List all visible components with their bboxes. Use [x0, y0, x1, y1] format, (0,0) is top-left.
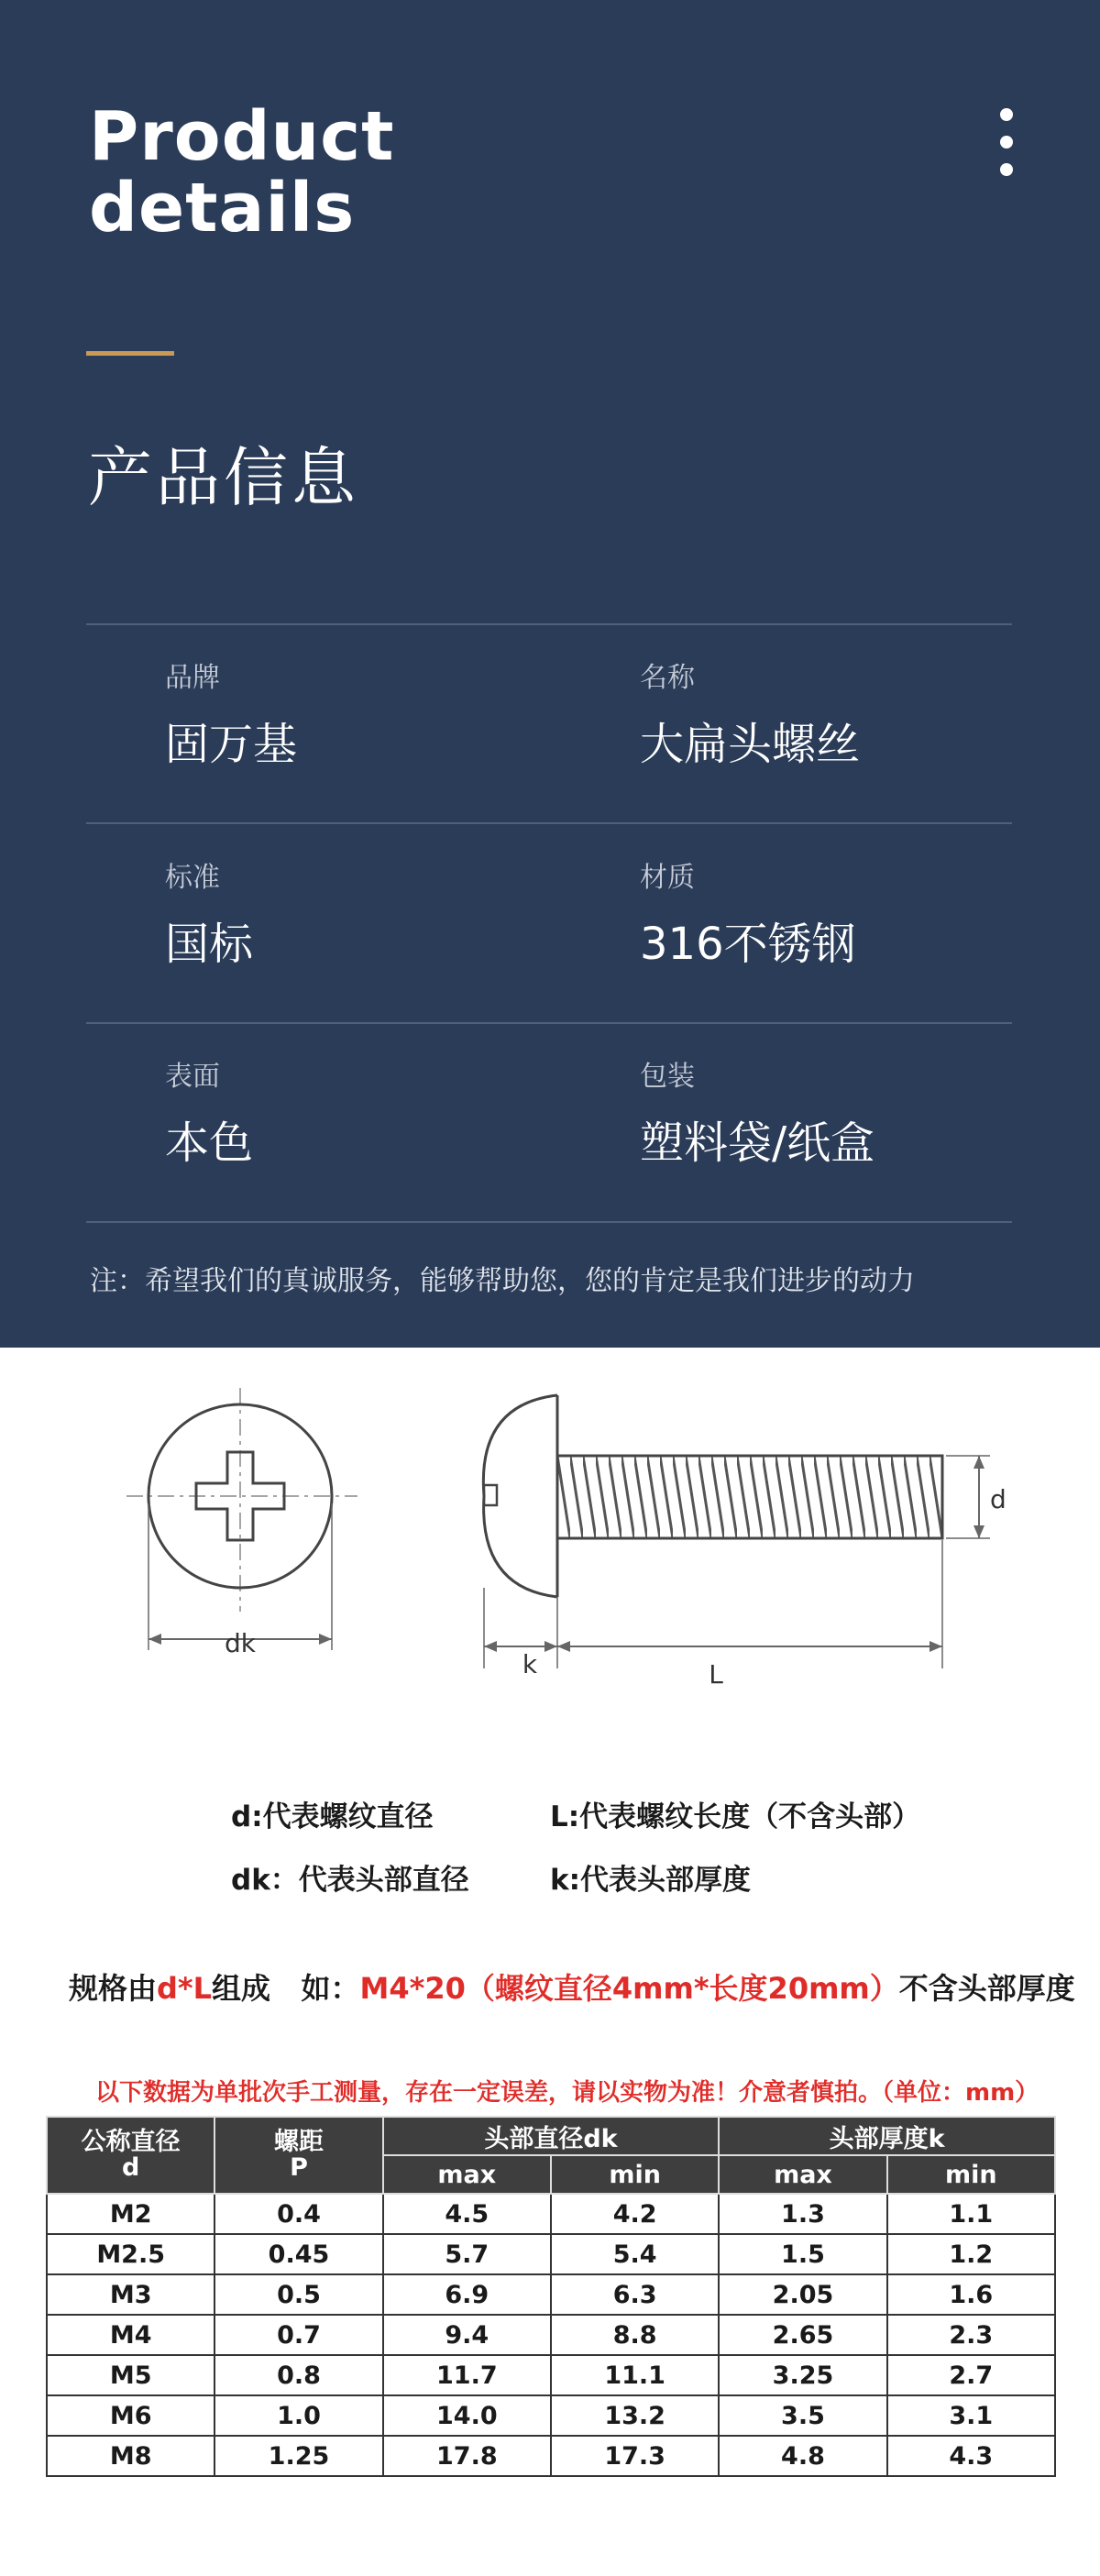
- cell-dk-min: 5.4: [551, 2234, 719, 2274]
- legend-L: L:代表螺纹长度（不含头部）: [550, 1800, 921, 1833]
- info-value: 固万基: [165, 719, 298, 770]
- col-header-min: min: [551, 2155, 719, 2194]
- divider: [86, 1022, 1012, 1024]
- title-line-2: details: [89, 169, 356, 248]
- cell-size: M4: [47, 2315, 214, 2355]
- table-row: [47, 2194, 1055, 2234]
- kebab-dot: [1000, 163, 1013, 176]
- spec-middle: 组成 如：: [212, 1971, 360, 2006]
- legend-dk: dk：代表头部直径: [231, 1864, 469, 1897]
- cell-dk-min: 13.2: [551, 2395, 719, 2436]
- table-row: [47, 2395, 1055, 2436]
- cell-dk-max: 9.4: [383, 2315, 551, 2355]
- cell-pitch: 1.0: [214, 2395, 382, 2436]
- divider: [86, 623, 1012, 625]
- screw-side-view: [483, 1395, 1006, 1690]
- col-header-head-thickness: 头部厚度k: [719, 2117, 1055, 2155]
- divider: [86, 1221, 1012, 1223]
- measurement-disclaimer: 以下数据为单批次手工测量，存在一定误差，请以实物为准！介意者慎拍。（单位：mm）: [95, 2079, 1040, 2107]
- cell-k-min: 4.3: [887, 2436, 1055, 2476]
- screw-technical-drawing: [0, 1348, 1100, 1751]
- section-subtitle: 产品信息: [88, 440, 359, 515]
- kebab-dot: [1000, 108, 1013, 121]
- dim-label-k: k: [522, 1649, 538, 1679]
- cell-k-max: 2.65: [719, 2315, 886, 2355]
- accent-underline: [86, 351, 174, 356]
- footer-note: 注：希望我们的真诚服务，能够帮助您，您的肯定是我们进步的动力: [90, 1265, 915, 1297]
- table-row: [47, 2436, 1055, 2476]
- cell-k-min: 1.6: [887, 2274, 1055, 2315]
- title-line-1: Product: [89, 97, 395, 176]
- info-value: 316不锈钢: [640, 919, 856, 970]
- spec-example: M4*20（螺纹直径4mm*长度20mm）: [359, 1971, 899, 2006]
- info-material: [640, 862, 856, 970]
- col-header-min: min: [887, 2155, 1055, 2194]
- col-header-pitch: 螺距 P: [214, 2117, 382, 2194]
- cell-k-min: 3.1: [887, 2395, 1055, 2436]
- kebab-icon[interactable]: [992, 108, 1021, 176]
- cell-k-max: 4.8: [719, 2436, 886, 2476]
- info-label: 材质: [640, 862, 695, 894]
- info-value: 大扁头螺丝: [640, 719, 861, 770]
- info-label: 名称: [640, 662, 695, 694]
- info-name: [640, 662, 860, 770]
- cell-pitch: 0.5: [214, 2274, 382, 2315]
- cell-dk-min: 17.3: [551, 2436, 719, 2476]
- dim-label-dk: dk: [225, 1628, 256, 1658]
- cell-k-min: 1.2: [887, 2234, 1055, 2274]
- cell-k-max: 2.05: [719, 2274, 886, 2315]
- spec-suffix: 不含头部厚度: [898, 1971, 1075, 2006]
- cell-size: M2.5: [47, 2234, 214, 2274]
- dimension-table: [46, 2116, 1056, 2477]
- cell-dk-min: 4.2: [551, 2194, 719, 2234]
- info-brand: [165, 662, 297, 770]
- cell-pitch: 0.8: [214, 2355, 382, 2395]
- cell-dk-min: 11.1: [551, 2355, 719, 2395]
- spec-formula: d*L: [157, 1971, 213, 2006]
- dim-label-d: d: [990, 1484, 1006, 1514]
- legend-k: k:代表头部厚度: [550, 1864, 752, 1897]
- cell-pitch: 1.25: [214, 2436, 382, 2476]
- cell-pitch: 0.7: [214, 2315, 382, 2355]
- kebab-dot: [1000, 136, 1013, 149]
- info-packaging: [640, 1061, 874, 1169]
- table-row: [47, 2234, 1055, 2274]
- cell-dk-min: 8.8: [551, 2315, 719, 2355]
- cell-dk-max: 5.7: [383, 2234, 551, 2274]
- cell-size: M6: [47, 2395, 214, 2436]
- col-header-nominal: 公称直径 d: [47, 2117, 214, 2194]
- legend-d: d:代表螺纹直径: [231, 1800, 434, 1833]
- screw-top-view: [126, 1388, 358, 1658]
- info-value: 塑料袋/纸盒: [640, 1117, 875, 1169]
- dim-label-L: L: [709, 1659, 723, 1690]
- col-header-max: max: [719, 2155, 886, 2194]
- info-label: 包装: [640, 1061, 695, 1093]
- table-row: [47, 2355, 1055, 2395]
- cell-size: M8: [47, 2436, 214, 2476]
- col-header-max: max: [383, 2155, 551, 2194]
- info-surface: [165, 1061, 253, 1169]
- cell-dk-max: 6.9: [383, 2274, 551, 2315]
- table-row: [47, 2274, 1055, 2315]
- cell-k-max: 1.3: [719, 2194, 886, 2234]
- spec-format-line: [69, 1968, 1075, 2009]
- cell-dk-max: 14.0: [383, 2395, 551, 2436]
- col-header-head-diameter: 头部直径dk: [383, 2117, 720, 2155]
- info-label: 表面: [165, 1061, 220, 1093]
- info-value: 本色: [165, 1117, 254, 1169]
- cell-pitch: 0.45: [214, 2234, 382, 2274]
- info-value: 国标: [165, 919, 254, 970]
- cell-dk-min: 6.3: [551, 2274, 719, 2315]
- info-label: 标准: [165, 862, 220, 894]
- cell-k-min: 2.3: [887, 2315, 1055, 2355]
- cell-k-min: 1.1: [887, 2194, 1055, 2234]
- info-standard: [165, 862, 253, 970]
- cell-k-min: 2.7: [887, 2355, 1055, 2395]
- cell-dk-max: 4.5: [383, 2194, 551, 2234]
- cell-k-max: 1.5: [719, 2234, 886, 2274]
- cell-k-max: 3.5: [719, 2395, 886, 2436]
- cell-dk-max: 17.8: [383, 2436, 551, 2476]
- cell-k-max: 3.25: [719, 2355, 886, 2395]
- spec-prefix: 规格由: [69, 1971, 158, 2006]
- info-label: 品牌: [165, 662, 220, 694]
- divider: [86, 822, 1012, 824]
- cell-size: M3: [47, 2274, 214, 2315]
- cell-size: M5: [47, 2355, 214, 2395]
- table-row: [47, 2315, 1055, 2355]
- cell-dk-max: 11.7: [383, 2355, 551, 2395]
- page-title: [89, 97, 395, 248]
- cell-pitch: 0.4: [214, 2194, 382, 2234]
- cell-size: M2: [47, 2194, 214, 2234]
